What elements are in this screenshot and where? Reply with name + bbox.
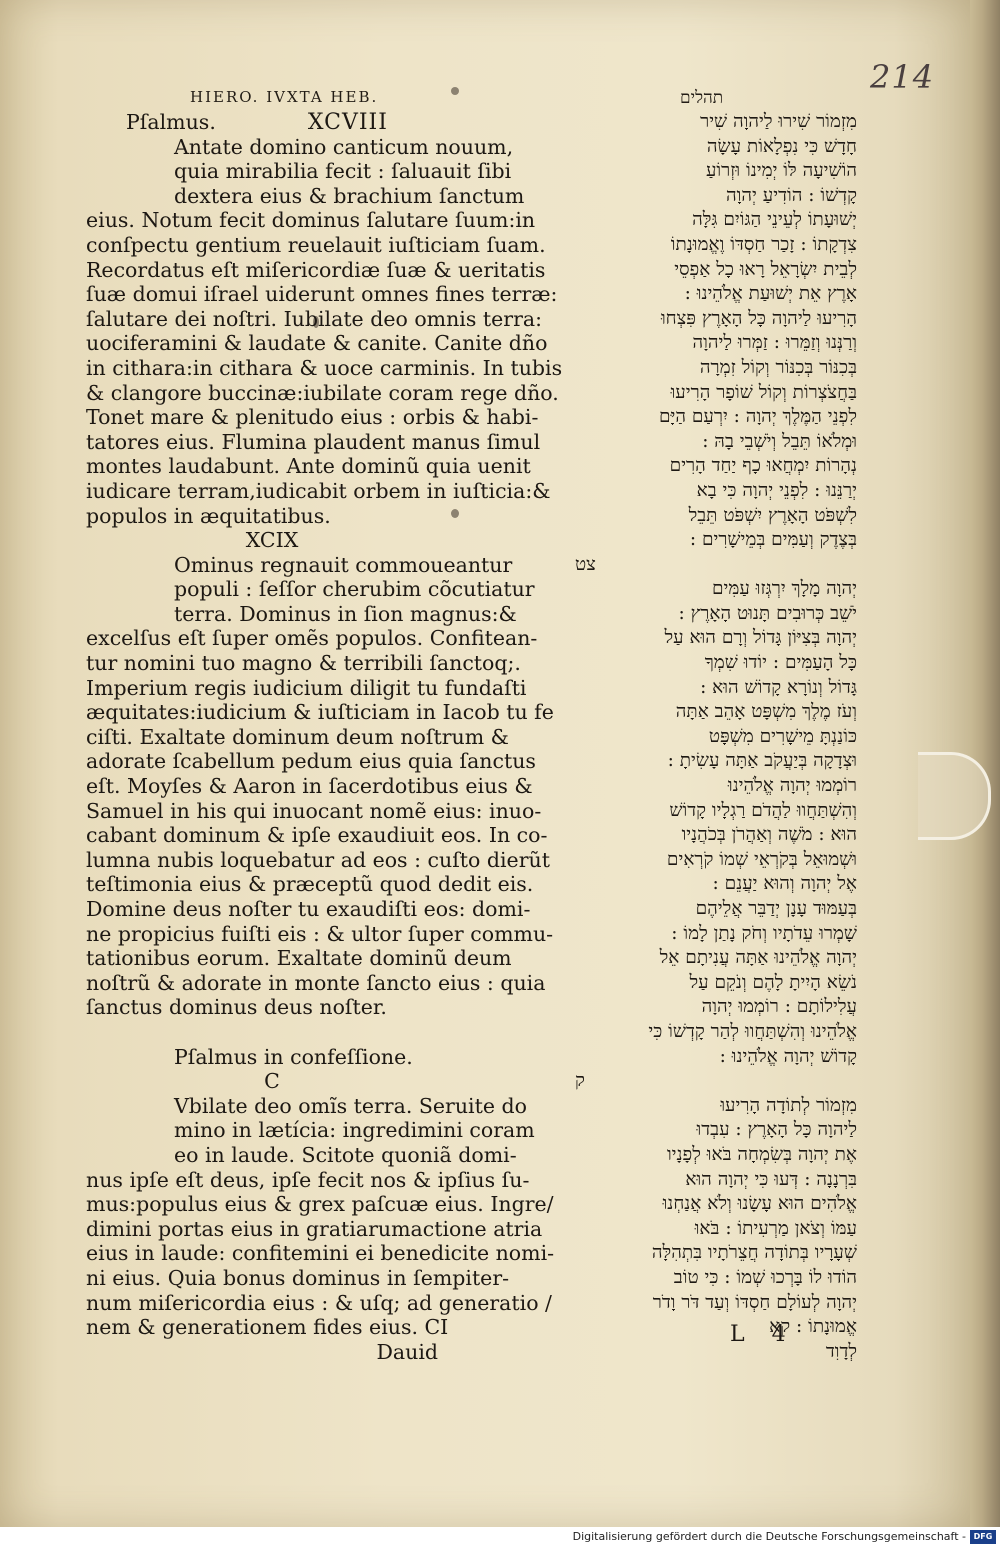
hebrew-line [565, 135, 857, 160]
latin-line [86, 429, 541, 455]
hebrew-line [565, 602, 857, 627]
hebrew-line-text: וּמְלֹאוֹ תֵּבֵל וְיֹשְׁבֵי בָהּ : [702, 430, 857, 452]
hebrew-line [565, 848, 857, 873]
hebrew-line [565, 1094, 857, 1119]
hebrew-line [565, 922, 857, 947]
hebrew-line [565, 995, 857, 1020]
latin-line [86, 749, 536, 774]
hebrew-line-text: לִשְׁפֹּט הָאָרֶץ יִשְׁפֹּט תֵּבֵל [688, 504, 857, 526]
hebrew-line-text: צִדְקָתוֹ : זָכַר חַסְדּוֹ וֶאֱמוּנָתוֹ [670, 233, 857, 255]
hebrew-line [565, 110, 857, 135]
latin-line-text: lumna nubis loquebatur ad eos : cuſto dierũt [86, 847, 550, 872]
latin-line-text: ſanctus dominus deus noſter. [86, 995, 387, 1020]
hebrew-line-text: עֲלִילוֹתָם : רוֹמְמוּ יְהוָה [701, 996, 857, 1018]
hebrew-line [565, 946, 857, 971]
latin-line [86, 282, 558, 307]
latin-line [86, 454, 531, 479]
hebrew-line [565, 553, 857, 578]
hebrew-line [565, 504, 857, 529]
latin-line-text: tatores eius. Flumina plaudent manus ſimul [86, 429, 541, 454]
hebrew-line [565, 1168, 857, 1193]
hebrew-line-text: לִפְנֵי הַמֶּלֶךְ יְהוָה : יִרְעַם הַיָּם [658, 406, 857, 428]
latin-line [86, 1192, 554, 1217]
latin-line [86, 700, 554, 725]
hebrew-line-text: מִזְמוֹר לְתוֹדָה הָרִיעוּ [720, 1094, 857, 1116]
hebrew-line-text: אֱמוּנָתוֹ : קא [769, 1316, 857, 1338]
hebrew-line [565, 1020, 857, 1045]
latin-line [86, 1020, 458, 1045]
hebrew-line [565, 725, 857, 750]
hebrew-line-text: הוֹדוּ לוֹ בָּרְכוּ שְׁמוֹ : כִּי טוֹב [673, 1266, 857, 1288]
hebrew-line [565, 331, 857, 356]
hebrew-line-text: צט [575, 553, 596, 575]
latin-line [86, 134, 514, 160]
latin-line-text: ſalutare dei noſtri. Iubilate deo omnis terra: [86, 306, 542, 331]
latin-line [86, 504, 458, 529]
hebrew-line-text: מִזְמוֹר שִׁירוּ לַיהוָה שִׁיר [700, 111, 857, 132]
latin-line-text: æquitates:iudicium & iuſticiam in Iacob tu fe [86, 700, 554, 725]
hebrew-line [565, 1241, 857, 1266]
hebrew-line-text: אֱלֹהִים הוּא עָשָׂנוּ וְלֹא אֲנַחְנוּ [662, 1193, 857, 1215]
latin-line-text: C [264, 1069, 280, 1094]
latin-line [86, 355, 563, 381]
latin-line-text: iudicare terram,iudicabit orbem in iuſticia:& [86, 478, 551, 503]
latin-line [86, 724, 509, 750]
latin-line-text: excelſus eſt ſuper omẽs populos. Confitean- [86, 626, 538, 651]
latin-line [86, 970, 546, 996]
latin-line-text: quia mirabilia fecit : ſaluauit ſibi [174, 159, 512, 184]
hebrew-line [565, 159, 857, 184]
hebrew-line-text: קָדוֹשׁ יְהוָה אֱלֹהֵינוּ : [719, 1045, 857, 1067]
latin-line-text: tationibus eorum. Exaltate dominũ deum [86, 946, 512, 971]
hebrew-line [565, 233, 857, 258]
footer-bar [0, 1527, 1000, 1547]
hebrew-line-text: קָדְשׁוֹ : הוֹדִיעַ יְהוָה [726, 184, 857, 206]
latin-line-text: mus:populus eius & grex paſcuæ eius. Ingre/ [86, 1192, 554, 1217]
hebrew-line-text: כָּל הָעַמִּים : יוֹדוּ שִׁמְךָ [704, 652, 857, 674]
hebrew-line [565, 1217, 857, 1242]
hebrew-line [565, 1045, 857, 1070]
hebrew-line-text: יְהוָה מָלָךְ יִרְגְּזוּ עַמִּים [712, 578, 857, 600]
hebrew-line [565, 1143, 857, 1168]
latin-line [86, 1093, 527, 1119]
hebrew-line-text: שְׁעָרָיו בְּתוֹדָה חֲצֵרֹתָיו בִּתְהִלָּה [651, 1242, 857, 1264]
hebrew-line-text: וְעֹז מֶלֶךְ מִשְׁפָּט אָהֵב אַתָּה [675, 701, 857, 723]
hebrew-line-text: יְהוָה לְעוֹלָם חַסְדּוֹ וְעַד דֹּר וָדֹר [652, 1291, 857, 1313]
hebrew-line [565, 897, 857, 922]
latin-line-text: nus ipſe eſt deus, ipſe fecit nos & ipſius ſu- [86, 1167, 530, 1192]
latin-line-text: Antate domino canticum nouum, [174, 134, 514, 159]
hebrew-line-text: רוֹמְמוּ יְהוָה אֱלֹהֵינוּ [727, 775, 857, 797]
latin-line [86, 1241, 555, 1266]
hebrew-line-text: וְהִשְׁתַּחֲווּ לַהֲדֹם רַגְלָיו קָדוֹשׁ [669, 799, 857, 821]
latin-line [86, 1315, 458, 1340]
hebrew-line [565, 208, 857, 233]
latin-line [86, 110, 458, 135]
latin-line [86, 380, 559, 406]
latin-line [86, 1216, 543, 1242]
hebrew-line [565, 971, 857, 996]
latin-line [86, 626, 538, 651]
latin-line-text: teſtimonia eius & præceptũ quod dedit eis. [86, 872, 534, 897]
latin-line-text: tur nomini tuo magno & terribili ſanctoq;. [86, 651, 521, 676]
latin-line-text: adorate ſcabellum pedum eius quia ſanctus [86, 749, 536, 774]
latin-line-text: Dauid [376, 1339, 438, 1364]
hebrew-line-text: אֶת יְהוָה בְּשִׂמְחָה בֹּאוּ לְפָנָיו [666, 1143, 857, 1165]
latin-line-text: dextera eius & brachium ſanctum [174, 183, 525, 208]
hebrew-line [565, 184, 857, 209]
footer-credit: Digitalisierung gefördert durch die Deutsche Forschungsgemeinschaft - [572, 1530, 966, 1543]
hebrew-line-text: גָּדוֹל וְנוֹרָא קָדוֹשׁ הוּא : [700, 676, 857, 698]
hebrew-line [565, 1192, 857, 1217]
hebrew-line-text: אֱלֹהֵינוּ וְהִשְׁתַּחֲווּ לְהַר קָדְשׁוֹ כִּי [648, 1020, 857, 1042]
hebrew-line [565, 405, 857, 430]
hebrew-line [565, 799, 857, 824]
latin-line-text: Ominus regnauit commoueantur [174, 552, 513, 577]
ink-spot [451, 87, 459, 95]
hebrew-line [565, 307, 857, 332]
hebrew-line-text: אָרֶץ אֵת יְשׁוּעַת אֱלֹהֵינוּ : [684, 283, 857, 305]
latin-line-text: Tonet mare & plenitudo eius : orbis & habi- [86, 405, 539, 430]
hebrew-line-text: יְהוָה בְּצִיּוֹן גָּדוֹל וְרָם הוּא עַל [664, 627, 857, 649]
latin-line [86, 675, 527, 701]
latin-line [86, 183, 525, 209]
hebrew-line [565, 774, 857, 799]
hebrew-line [565, 577, 857, 602]
hebrew-line [565, 528, 857, 553]
hebrew-line [565, 1315, 857, 1340]
hebrew-line-text: יְהוָה אֱלֹהֵינוּ אַתָּה עֲנִיתָם אֵל [659, 947, 857, 969]
latin-line-text: montes laudabunt. Ante dominũ quia uenit [86, 454, 531, 479]
running-head-hebrew: תהלים [680, 88, 724, 108]
hebrew-line [565, 872, 857, 897]
hebrew-line-text: הוֹשִׁיעָה לּוֹ יְמִינוֹ וּזְרוֹעַ [705, 160, 857, 182]
latin-line [86, 601, 517, 627]
latin-column [86, 110, 563, 1364]
latin-line [86, 528, 458, 553]
latin-line [86, 946, 512, 971]
hebrew-line [565, 381, 857, 406]
latin-line-text: eius in laude: confitemini ei benedicite nomi- [86, 1241, 555, 1266]
latin-line [86, 208, 536, 233]
latin-line-text: Domine deus noſter tu exaudiſti eos: domi- [86, 897, 531, 921]
latin-line-text: num miſericordia eius : & uſq; ad generatio / [86, 1290, 552, 1315]
hebrew-line-text: בִּרְנָנָה : דְּעוּ כִּי יְהוָה הוּא [685, 1168, 857, 1190]
hebrew-line [565, 1340, 857, 1365]
hebrew-line-text: נֹשֵׂא הָיִיתָ לָהֶם וְנֹקֵם עַל [689, 971, 857, 993]
latin-line [86, 921, 554, 947]
hebrew-line [565, 430, 857, 455]
hebrew-line-text: לְבֵית יִשְׂרָאֵל רָאוּ כָל אַפְסֵי [674, 258, 857, 280]
hebrew-line-text: לְדָוִד [825, 1340, 857, 1362]
latin-line-text: Imperium regis iudicium diligit tu fundaſti [86, 675, 527, 700]
latin-line [86, 159, 512, 184]
latin-line [86, 478, 551, 504]
latin-line-text: noſtrũ & adorate in monte ſancto eius : quia [86, 970, 546, 995]
hebrew-line [565, 700, 857, 725]
hebrew-line-text: לַיהוָה כָּל הָאָרֶץ : עִבְדוּ [696, 1119, 857, 1141]
latin-line-text: eius. Notum fecit dominus ſalutare ſuum:in [86, 208, 536, 233]
hebrew-line [565, 676, 857, 701]
hebrew-line-text: אֶל יְהוָה וְהוּא יַעֲנֵם : [712, 873, 857, 895]
latin-line [86, 1142, 517, 1168]
latin-line [86, 847, 550, 873]
hebrew-line-text: וְרַנְּנוּ וְזַמֵּרוּ : זַמְּרוּ לַיהוָה [692, 332, 857, 354]
latin-line [86, 798, 542, 824]
latin-line-text: uociferamini & laudate & canite. Canite dño [86, 331, 548, 356]
hebrew-line-text: וּשְׁמוּאֵל בְּקֹרְאֵי שְׁמוֹ קֹרְאִים [666, 848, 857, 870]
latin-line-text: Vbilate deo omĩs terra. Seruite do [174, 1093, 527, 1118]
latin-line [86, 774, 533, 799]
hebrew-line [565, 1266, 857, 1291]
hebrew-line [565, 749, 857, 774]
hebrew-line [565, 1069, 857, 1094]
latin-line [86, 257, 546, 283]
latin-line [86, 306, 542, 332]
latin-line-text: ciſti. Exaltate dominum deum noſtrum & [86, 724, 509, 749]
latin-line-text: ni eius. Quia bonus dominus in ſempiter- [86, 1265, 510, 1290]
latin-line [86, 405, 539, 430]
hebrew-line-text: הוּא : מֹשֶׁה וְאַהֲרֹן בְּכֹהֲנָיו [681, 824, 857, 846]
latin-line-text: in cithara:in cithara & uoce carminis. In tubis [86, 355, 563, 380]
latin-line-text: ne propicius fuiſti eis : & ultor ſuper commu- [86, 921, 554, 946]
latin-line [86, 1265, 510, 1291]
latin-line-text: populos in æquitatibus. [86, 503, 331, 528]
latin-line [86, 1045, 458, 1070]
latin-line [86, 651, 521, 676]
signature-mark: L 4 [730, 1322, 796, 1347]
latin-line-text: populi : ſeſſor cherubim cõcutiatur [174, 577, 535, 602]
hebrew-line [565, 651, 857, 676]
hebrew-line-text: יְרַנֵּנוּ : לִפְנֵי יְהוָה כִּי בָא [696, 479, 857, 501]
running-head-latin: HIERO. IVXTA HEB. [190, 88, 379, 106]
latin-line-text: conſpectu gentium reuelauit iuſticiam ſuam. [86, 232, 546, 257]
latin-line-text: Pſalmus in confeſſione. [174, 1044, 413, 1069]
latin-line [86, 1340, 458, 1365]
hebrew-line-text: בַּחֲצֹצְרוֹת וְקוֹל שׁוֹפָר הָרִיעוּ [670, 381, 857, 403]
hebrew-column [565, 110, 857, 1364]
hebrew-line-text: ק [575, 1070, 585, 1092]
latin-line-text: Recordatus eſt miſericordiæ ſuæ & ueritatis [86, 257, 546, 282]
hebrew-line [565, 454, 857, 479]
page-tab [918, 752, 991, 840]
hebrew-line [565, 626, 857, 651]
hebrew-line-text: עַמּוֹ וְצֹאן מַרְעִיתוֹ : בֹּאוּ [694, 1217, 857, 1239]
latin-line-text: & clangore buccinæ:iubilate coram rege dño. [86, 380, 559, 405]
latin-line-text: cabant dominum & ipſe exaudiuit eos. In co- [86, 823, 548, 848]
hebrew-line-text: יְשׁוּעָתוֹ לְעֵינֵי הַגּוֹיִם גִּלָּה [692, 209, 857, 231]
hebrew-line [565, 823, 857, 848]
hebrew-line-text: הָרִיעוּ לַיהוָה כָּל הָאָרֶץ פִּצְחוּ [660, 307, 857, 329]
latin-line-text: nem & generationem fides eius. CI [86, 1315, 449, 1340]
hebrew-line-text: בְּעַמּוּד עָנָן יְדַבֵּר אֲלֵיהֶם [695, 898, 857, 919]
latin-line-text: XCIX [245, 528, 299, 553]
hebrew-line [565, 258, 857, 283]
latin-line-text: ſuæ domui iſrael uiderunt omnes fines terræ: [86, 282, 558, 307]
latin-line [86, 872, 534, 897]
latin-line-text: eo in laude. Scitote quoniã domi- [174, 1142, 517, 1167]
hebrew-line [565, 282, 857, 307]
hebrew-line-text: כּוֹנַנְתָּ מֵישָׁרִים מִשְׁפָּט [708, 725, 857, 747]
hebrew-line-text: חָדָשׁ כִּי נִפְלָאוֹת עָשָׂה [706, 135, 857, 157]
hebrew-line-text: בְּצֶדֶק וְעַמִּים בְּמֵישָׁרִים : [689, 529, 857, 551]
dfg-logo: DFG [970, 1530, 996, 1544]
hebrew-line [565, 356, 857, 381]
hebrew-line [565, 479, 857, 504]
latin-line-text: dimini portas eius in gratiarumactione atria [86, 1216, 543, 1241]
latin-line-text: eſt. Moyſes & Aaron in ſacerdotibus eius & [86, 774, 533, 799]
latin-line [86, 331, 548, 356]
latin-line-text: terra. Dominus in ſion magnus:& [174, 601, 517, 626]
latin-line [86, 995, 458, 1020]
latin-line [86, 577, 535, 602]
latin-line [86, 232, 546, 258]
psalm-numeral: XCVIII [307, 110, 388, 135]
hebrew-line-text: יֹשֵׁב כְּרוּבִים תָּנוּט הָאָרֶץ : [678, 602, 857, 624]
hebrew-line-text: וּצְדָקָה בְּיַעֲקֹב אַתָּה עָשִׂיתָ : [667, 750, 857, 772]
latin-line-text: Pſalmus. [126, 110, 216, 134]
hebrew-line-text: שָׁמְרוּ עֵדֹתָיו וְחֹק נָתַן לָמוֹ : [671, 922, 857, 944]
latin-line-text: Samuel in his qui inuocant nomẽ eius: inuo- [86, 798, 542, 823]
latin-line [86, 1118, 535, 1143]
latin-line [86, 552, 513, 578]
hebrew-line-text: בְּכִנּוֹר בְּכִנּוֹר וְקוֹל זִמְרָה [699, 356, 857, 378]
latin-line [86, 823, 548, 848]
hebrew-line [565, 1291, 857, 1316]
folio-number: 214 [870, 58, 935, 96]
hebrew-line-text: נְהָרוֹת יִמְחֲאוּ כָף יַחַד הָרִים [669, 455, 857, 477]
latin-line [86, 1167, 530, 1193]
latin-line [86, 1069, 458, 1094]
latin-line [86, 1290, 552, 1316]
latin-line-text: mino in lætícia: ingredimini coram [174, 1118, 535, 1143]
latin-line [86, 897, 531, 922]
hebrew-line [565, 1118, 857, 1143]
